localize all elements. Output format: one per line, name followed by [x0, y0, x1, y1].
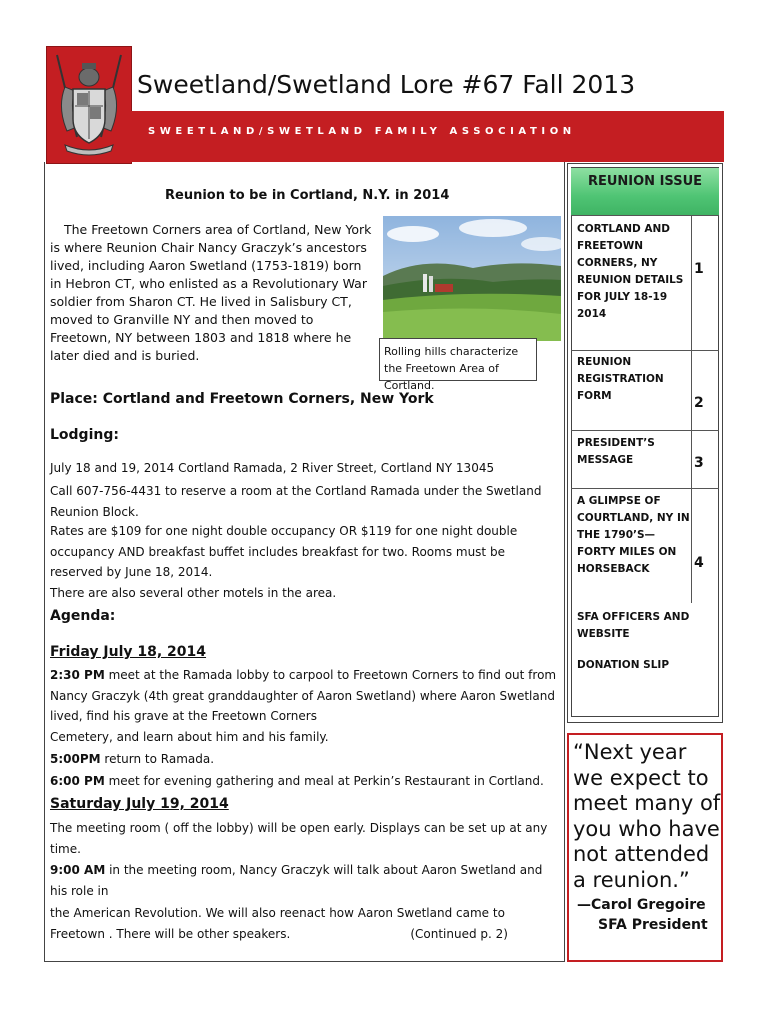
- time-label: 9:00 AM: [50, 863, 106, 877]
- saturday-item-2: [50, 860, 560, 901]
- toc-page-number: 2: [694, 395, 704, 411]
- toc-item-officers-website[interactable]: SFA OFFICERS AND WEBSITE: [577, 611, 690, 640]
- friday-heading: Friday July 18, 2014: [50, 644, 207, 660]
- association-name: SWEETLAND/SWETLAND FAMILY ASSOCIATION: [148, 126, 576, 137]
- toc-row-divider: [571, 350, 719, 351]
- toc-item-registration-form[interactable]: REUNION REGISTRATION FORM: [577, 356, 664, 402]
- toc-row-divider: [571, 215, 719, 216]
- sidebar-title: REUNION ISSUE: [587, 174, 703, 189]
- item-text: the American Revolution. We will also reenact how Aaron Swetland came to Freetown . There will be other speakers.: [50, 906, 505, 941]
- continued-note: (Continued p. 2): [410, 926, 508, 941]
- lodging-address: July 18 and 19, 2014 Cortland Ramada, 2 River Street, Cortland NY 13045: [50, 461, 495, 475]
- item-text: meet for evening gathering and meal at Perkin’s Restaurant in Cortland.: [104, 774, 544, 788]
- friday-item-2: [50, 749, 560, 770]
- lodging-other: There are also several other motels in the area.: [50, 586, 337, 600]
- photo-caption: Rolling hills characterize the Freetown Area of Cortland.: [384, 345, 519, 392]
- landscape-photo: [383, 216, 561, 341]
- toc-item-donation-slip[interactable]: DONATION SLIP: [577, 659, 670, 671]
- lodging-rates: Rates are $109 for one night double occupancy OR $119 for one night double occupancy AND breakfast buffet includes breakfast for two. Rooms must be reserved by June 18, 2014.: [50, 524, 518, 579]
- toc-row-divider: [571, 488, 719, 489]
- toc-page-number: 1: [694, 261, 704, 277]
- page-title: Sweetland/Swetland Lore #67 Fall 2013: [137, 70, 636, 99]
- item-text: in the meeting room, Nancy Graczyk will talk about Aaron Swetland and his role in: [50, 863, 543, 898]
- quote-author-role: SFA President: [598, 917, 708, 933]
- quote-author: —Carol Gregoire: [577, 897, 706, 913]
- toc-page-number: 4: [694, 555, 704, 571]
- item-text: meet at the Ramada lobby to carpool to Freetown Corners to find out from Nancy Graczyk (4th great granddaughter of Aaron Swetland) where Aaron Swetland lived, find his grave at the Freetown Corners: [50, 668, 557, 723]
- family-crest-icon: [46, 46, 132, 164]
- time-label: 6:00 PM: [50, 774, 105, 788]
- time-label: 2:30 PM: [50, 668, 105, 682]
- lodging-reservation: Call 607-756-4431 to reserve a room at the Cortland Ramada under the Swetland Reunion Block.: [50, 484, 542, 519]
- toc-row-divider: [571, 430, 719, 431]
- saturday-item-3: [50, 903, 555, 944]
- lodging-heading: Lodging:: [50, 427, 119, 443]
- intro-paragraph: The Freetown Corners area of Cortland, New York is where Reunion Chair Nancy Graczyk’s ancestors lived, including Aaron Swetland (1753-1819) born in Hebron CT, who enlisted as a Revolutionary War soldier from Sharon CT. He lived in Salisbury CT, moved to Granville NY and then moved to Freetown, NY between 1803 and 1818 where he later died and is buried.: [50, 222, 372, 363]
- saturday-heading: Saturday July 19, 2014: [50, 796, 229, 812]
- friday-item-1: [50, 665, 560, 727]
- saturday-item-1: The meeting room ( off the lobby) will be open early. Displays can be set up at any time.: [50, 821, 548, 856]
- agenda-heading: Agenda:: [50, 608, 116, 624]
- time-label: 5:00PM: [50, 752, 101, 766]
- friday-item-1-cont: Cemetery, and learn about him and his family.: [50, 730, 329, 744]
- item-text: return to Ramada.: [100, 752, 215, 766]
- toc-item-presidents-message[interactable]: PRESIDENT’S MESSAGE: [577, 437, 655, 466]
- toc-page-number: 3: [694, 455, 704, 471]
- toc-item-glimpse-of-cortland[interactable]: A GLIMPSE OF COURTLAND, NY IN THE 1790’S—FORTY MILES ON HORSEBACK: [577, 495, 690, 575]
- friday-item-3: [50, 771, 560, 792]
- place-heading: Place: Cortland and Freetown Corners, New York: [50, 391, 434, 407]
- article-headline: Reunion to be in Cortland, N.Y. in 2014: [165, 188, 450, 203]
- pull-quote: “Next year we expect to meet many of you who have not attended a reunion.”: [573, 740, 721, 892]
- toc-item-reunion-details[interactable]: CORTLAND AND FREETOWN CORNERS, NY REUNION DETAILS FOR JULY 18-19 2014: [577, 223, 684, 320]
